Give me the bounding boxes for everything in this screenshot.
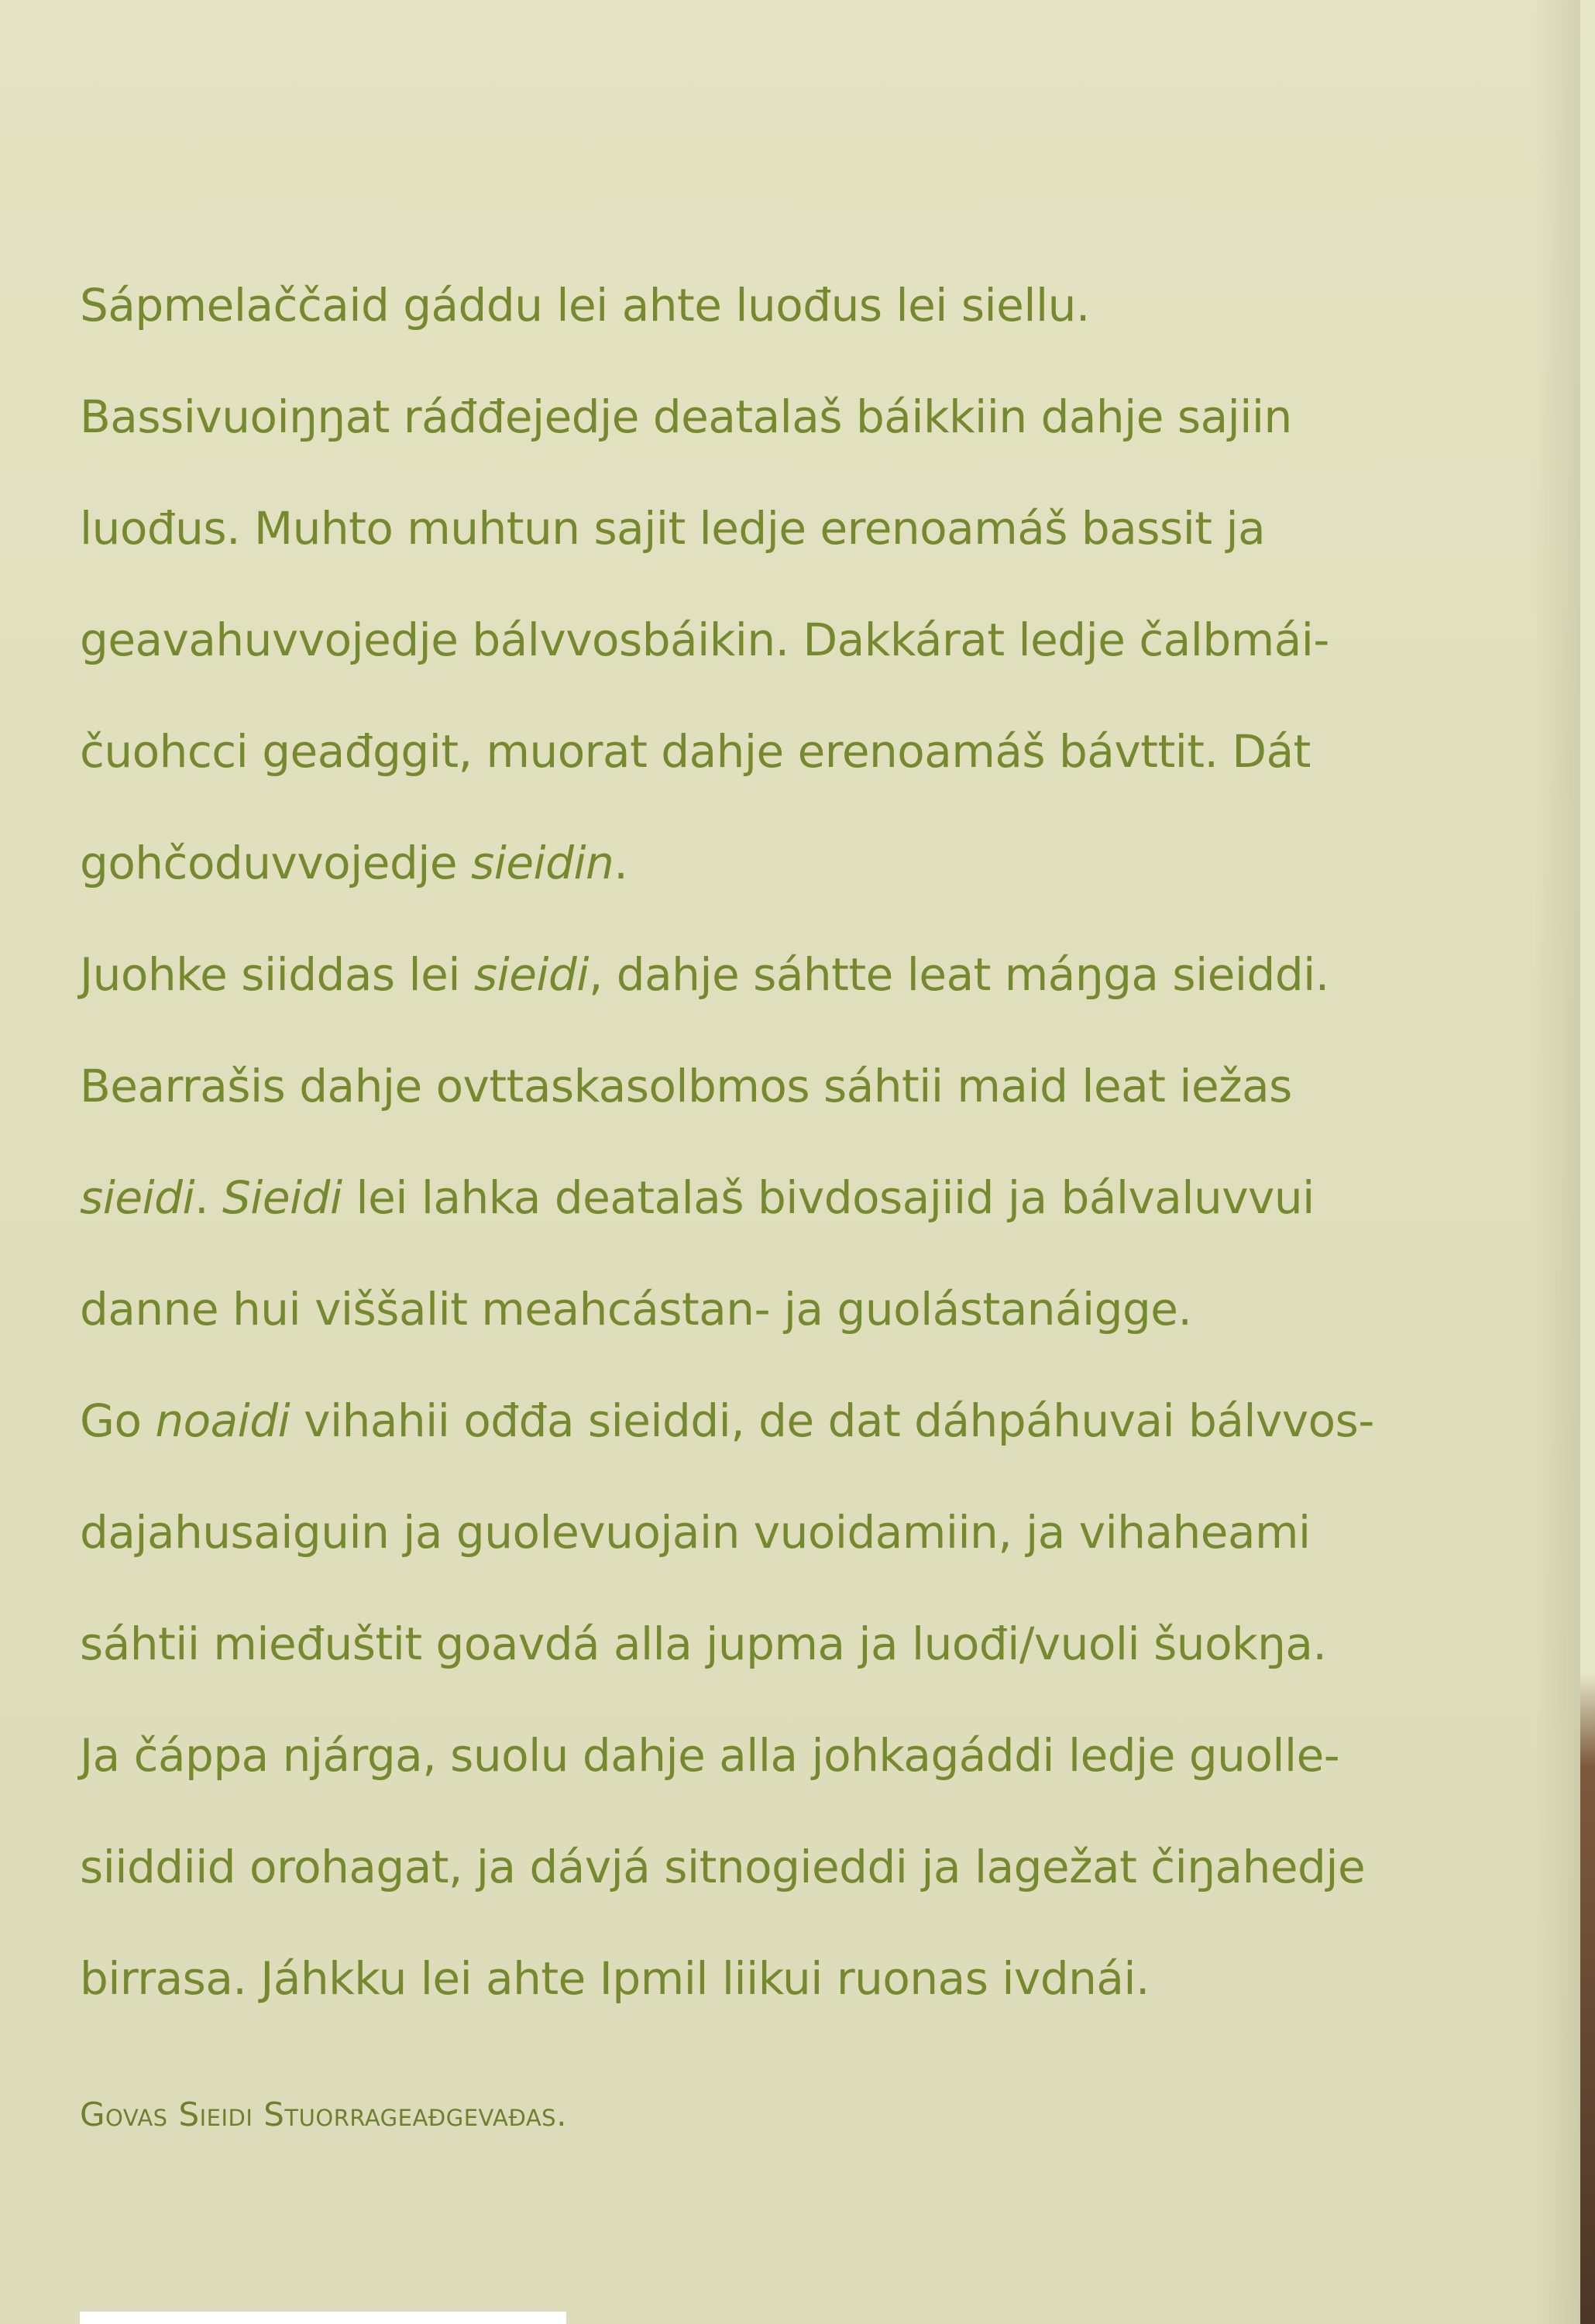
text-segment: . <box>194 1171 222 1224</box>
text-line <box>80 1253 1474 1365</box>
text-line <box>80 249 1474 361</box>
text-line <box>80 584 1474 696</box>
adjacent-photo-edge <box>1580 0 1595 2324</box>
text-line <box>80 1365 1474 1477</box>
text-segment: Sápmelaččaid gáddu lei ahte luođus lei siellu. <box>80 279 1090 332</box>
body-text <box>80 249 1474 2034</box>
text-segment: gohčoduvvojedje <box>80 837 471 889</box>
text-line <box>80 1700 1474 1811</box>
bottom-white-strip <box>80 2312 566 2324</box>
text-segment: Bearrašis dahje ovttaskasolbmos sáhtii maid leat iežas <box>80 1060 1292 1112</box>
italic-term: Sieidi <box>222 1171 342 1224</box>
text-line <box>80 1811 1474 1923</box>
text-segment: vihahii ođđa sieiddi, de dat dáhpáhuvai bálvvos- <box>290 1394 1374 1447</box>
text-line <box>80 1588 1474 1700</box>
text-line <box>80 919 1474 1030</box>
text-segment: danne hui viššalit meahcástan- ja guolástanáigge. <box>80 1283 1192 1336</box>
italic-term: sieidi <box>80 1171 195 1224</box>
text-line <box>80 361 1474 473</box>
text-segment: sáhtii mieđuštit goavdá alla jupma ja luođi/vuoli šuokŋa. <box>80 1618 1327 1670</box>
italic-term: noaidi <box>155 1394 290 1447</box>
italic-term: sieidin <box>471 837 614 889</box>
text-segment: Go <box>80 1394 156 1447</box>
text-segment: , dahje sáhtte leat máŋga sieiddi. <box>588 948 1329 1001</box>
text-segment: Juohke siiddas lei <box>80 948 474 1001</box>
text-line <box>80 807 1474 919</box>
text-segment: luođus. Muhto muhtun sajit ledje erenoamáš bassit ja <box>80 502 1266 555</box>
text-line <box>80 696 1474 807</box>
text-segment: geavahuvvojedje bálvvosbáikin. Dakkárat ledje čalbmái- <box>80 614 1329 666</box>
text-segment: siiddiid orohagat, ja dávjá sitnogieddi ja lagežat čiŋahedje <box>80 1841 1366 1893</box>
text-line <box>80 1030 1474 1142</box>
text-line <box>80 1477 1474 1588</box>
photo-caption: Govas Sieidi Stuorrageađgevađas. <box>80 2095 567 2133</box>
text-segment: birrasa. Jáhkku lei ahte Ipmil liikui ruonas ivdnái. <box>80 1952 1150 2005</box>
page-edge-shadow <box>1534 0 1580 2324</box>
text-line <box>80 473 1474 584</box>
italic-term: sieidi <box>473 948 589 1001</box>
text-segment: čuohcci geađggit, muorat dahje erenoamáš bávttit. Dát <box>80 725 1311 778</box>
text-segment: Bassivuoiŋŋat ráđđejedje deatalaš báikkiin dahje sajiin <box>80 390 1292 443</box>
text-segment: . <box>614 837 628 889</box>
text-segment: lei lahka deatalaš bivdosajiid ja bálvaluvvui <box>342 1171 1315 1224</box>
text-line <box>80 1142 1474 1253</box>
text-segment: Ja čáppa njárga, suolu dahje alla johkagáddi ledje guolle- <box>80 1729 1340 1782</box>
text-segment: dajahusaiguin ja guolevuojain vuoidamiin, ja vihaheami <box>80 1506 1311 1559</box>
text-line <box>80 1923 1474 2034</box>
